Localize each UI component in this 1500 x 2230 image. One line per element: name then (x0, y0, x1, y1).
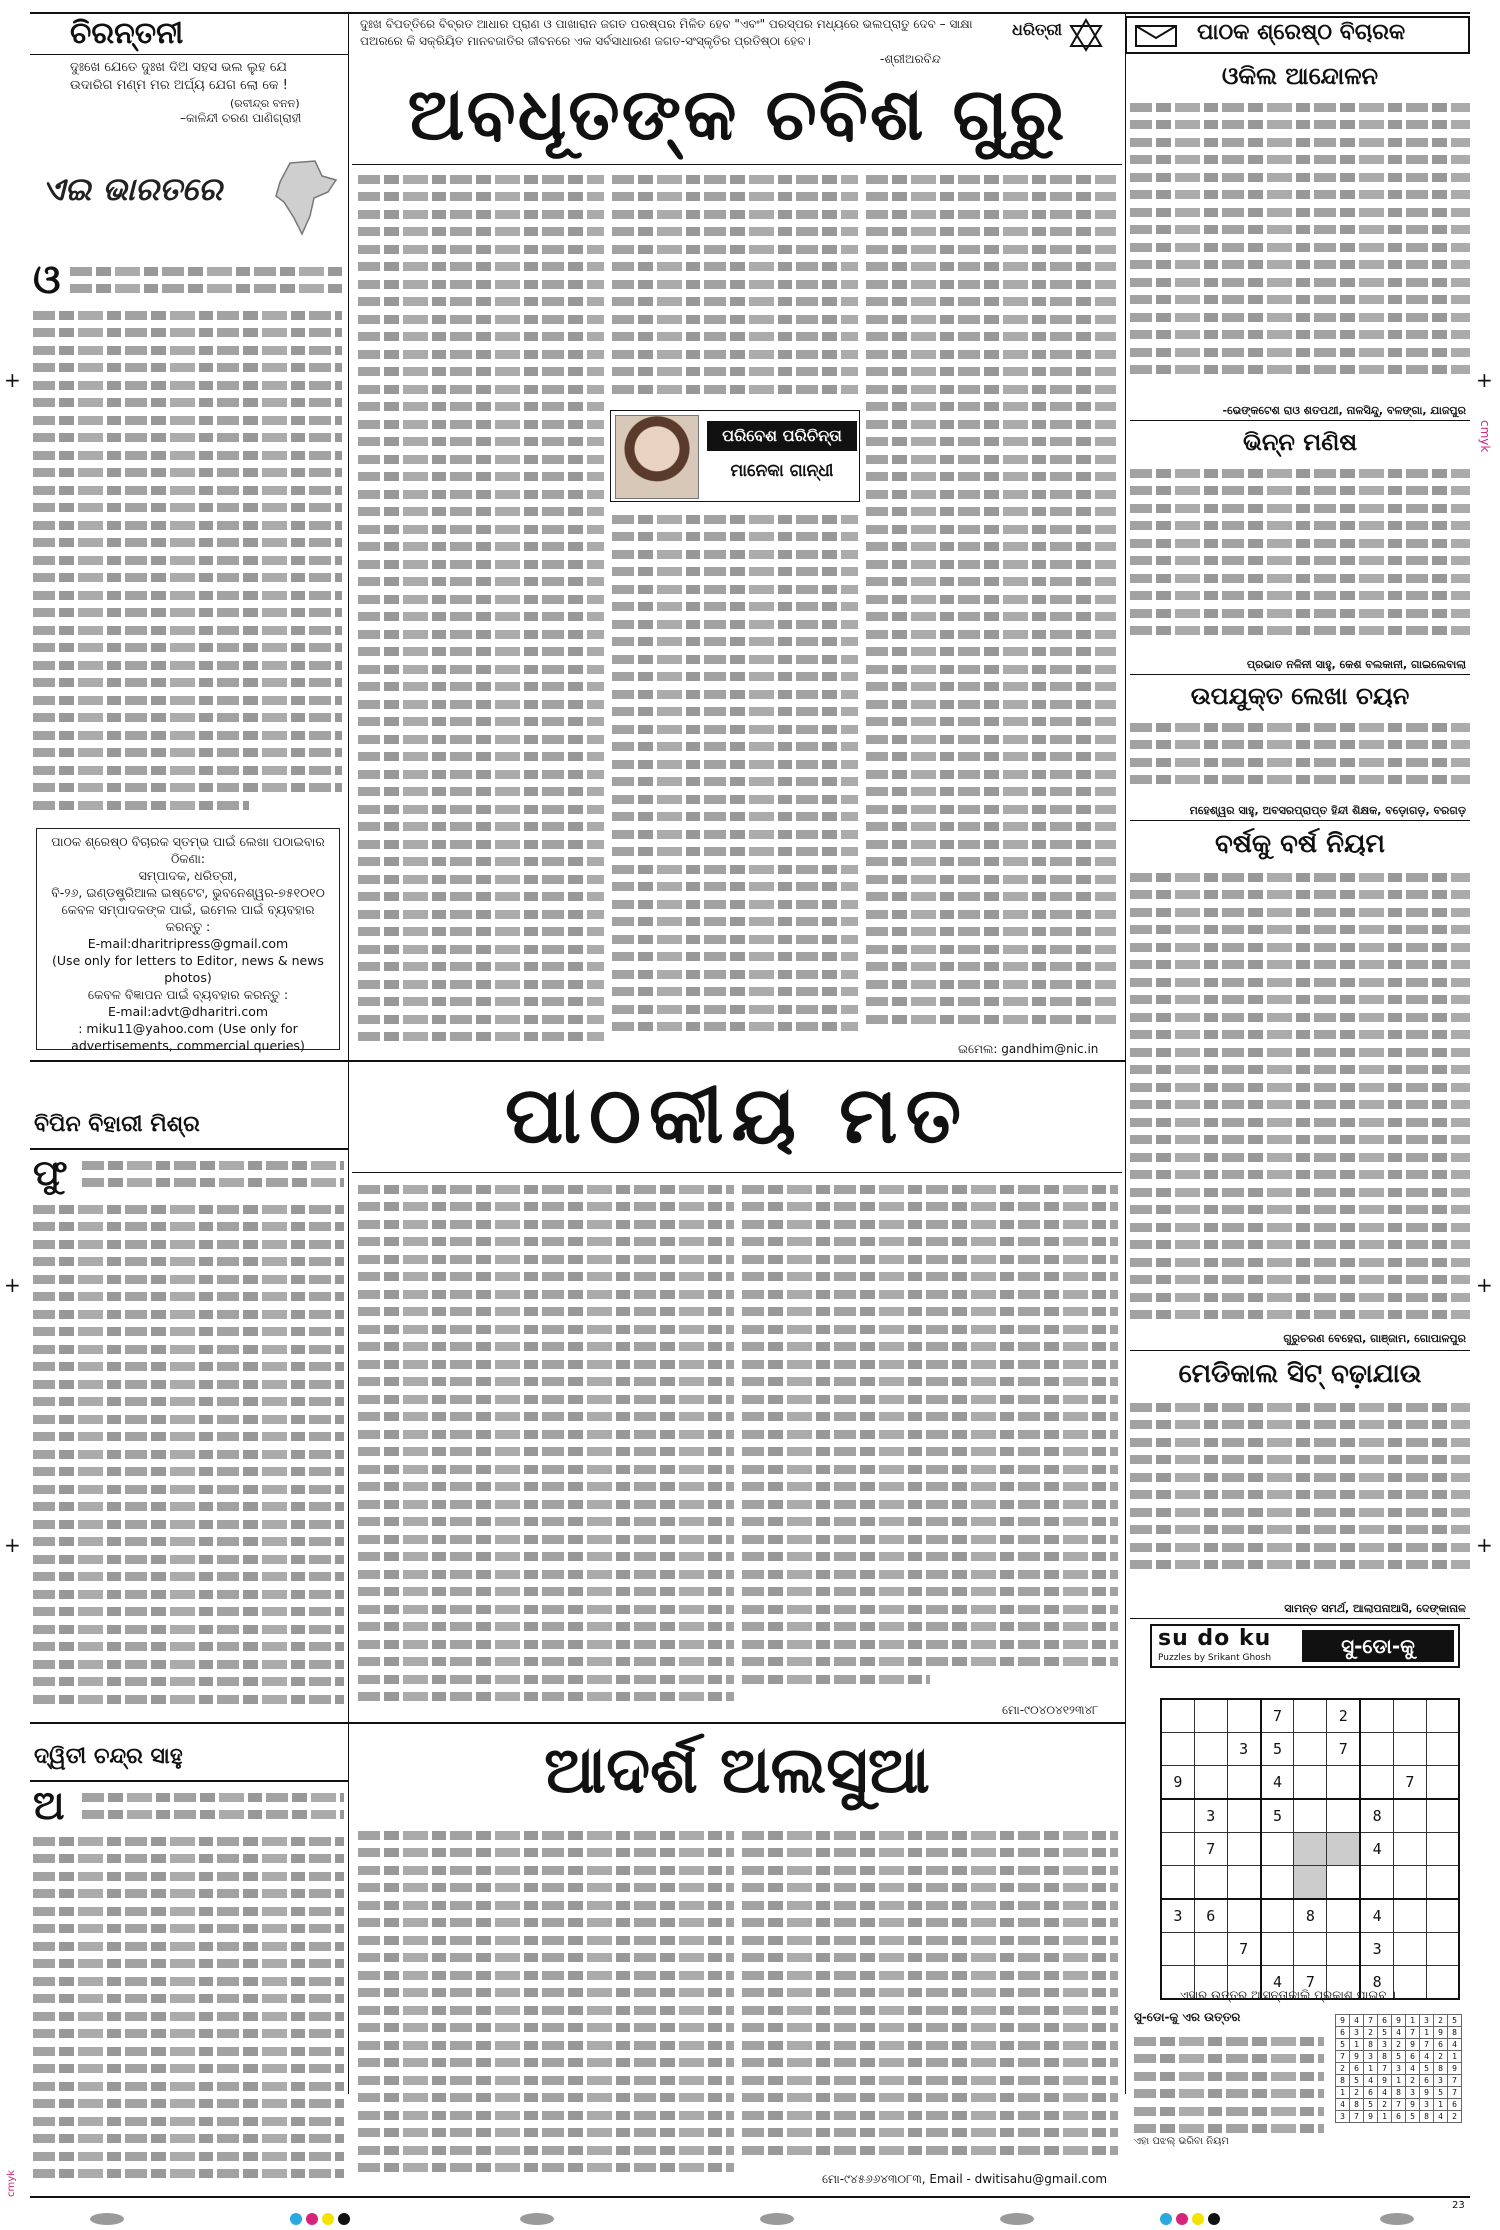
sudoku-cell[interactable] (1227, 1699, 1260, 1733)
sudoku-cell[interactable] (1426, 1933, 1459, 1966)
answer-cell: 4 (1392, 2027, 1406, 2039)
sudoku-cell[interactable]: 7 (1394, 1766, 1427, 1800)
answer-cell: 7 (1364, 2015, 1378, 2027)
registration-mark-2: + (1476, 368, 1493, 392)
sudoku-header (1150, 1624, 1460, 1668)
opinion-2-col-1 (82, 1784, 344, 1828)
answer-cell: 9 (1420, 2087, 1434, 2099)
answer-cell: 8 (1448, 2027, 1462, 2039)
answer-cell: 4 (1434, 2111, 1448, 2123)
answer-cell: 2 (1434, 2015, 1448, 2027)
letter-5-sign: ସାମନ୍ତ ସମର୍ଥ, ଆଲାପନାଆସି, ଦେଙ୍କାନାଳ (1284, 1602, 1466, 1615)
answer-cell: 3 (1350, 2027, 1364, 2039)
answer-cell: 5 (1406, 2111, 1420, 2123)
answer-cell: 6 (1406, 2051, 1420, 2063)
answer-cell: 9 (1364, 2111, 1378, 2123)
letters-box-line-1: ସମ୍ପାଦକ, ଧରିତ୍ରୀ, (138, 868, 238, 883)
sudoku-cell[interactable]: 7 (1327, 1733, 1360, 1766)
sudoku-cell[interactable] (1394, 1699, 1427, 1733)
right-cmyk-mark: cmyk (1478, 420, 1492, 453)
sudoku-cell[interactable]: 5 (1261, 1733, 1294, 1766)
answer-cell: 7 (1378, 2063, 1392, 2075)
sudoku-cell[interactable]: 7 (1227, 1933, 1260, 1966)
letter-1-title: ଓକିଲ ଆନ୍ଦୋଳନ (1221, 62, 1379, 90)
letter-4 (1130, 824, 1470, 1346)
sudoku-cell[interactable] (1327, 1899, 1360, 1933)
sudoku-cell[interactable] (1327, 1799, 1360, 1833)
answer-cell: 9 (1350, 2051, 1364, 2063)
sudoku-cell[interactable] (1294, 1933, 1327, 1966)
color-dot (322, 2213, 334, 2225)
answer-cell: 6 (1392, 2111, 1406, 2123)
letter-1 (1130, 58, 1470, 418)
sudoku-cell[interactable] (1360, 1733, 1393, 1766)
columnist-name: ମାନେକା ଗାନ୍ଧୀ (730, 461, 834, 481)
letter-2-title: ଭିନ୍ନ ମଣିଷ (1242, 428, 1358, 456)
letter-2-sign: ପ୍ରଭାତ ନଳିନୀ ସାହୁ, କେଶ ବଲକାନୀ, ଗାଇଲେବାଲା (1246, 658, 1466, 671)
color-dot (1176, 2213, 1188, 2225)
columnist-photo (615, 415, 699, 499)
footer-page-number: 23 (1452, 2200, 1465, 2211)
sudoku-cell[interactable] (1327, 1866, 1360, 1900)
center-quote-line-2: ପଅରରେ କି ସକ୍ରିୟିତ ମାନବଜାତିର ଜୀବନରେ ଏକ ସର୍ବସାଧାରଣ ଜଗତ-ସଂସ୍କୃତିର ପ୍ରତିଷ୍ଠା ହେବ। (360, 34, 811, 48)
lead-col-3 (866, 166, 1116, 1046)
letters-box-email-2[interactable]: E-mail:advt@dharitri.com (107, 1004, 269, 1019)
center-quote-line-1: ଦୁଃଖ ବିପତ୍ତିରେ ବିବ୍ରତ ଆଧାର ପ୍ରାଣ ଓ ପାଖାରାନ ଜଗତ ପରଷ୍ପର ମିଳିତ ହେବ "ଏବଂ" ପରସ୍ପର ମଧ୍ୟରେ ଭଲପ୍ରାତୁ ଦେବ – ସାକ୍ଷା (360, 17, 973, 31)
answer-cell: 7 (1406, 2027, 1420, 2039)
answer-cell: 3 (1336, 2111, 1350, 2123)
sudoku-cell[interactable] (1327, 1833, 1360, 1866)
answer-cell: 2 (1406, 2075, 1420, 2087)
opinion-dropcap-1: ଫୁ (33, 1153, 68, 1194)
answer-cell: 2 (1336, 2063, 1350, 2075)
opinion-1-contact: ମୋ-୯୦୪୦୪୧୨୩୪୮ (1002, 1703, 1099, 1717)
answer-cell: 5 (1378, 2027, 1392, 2039)
answer-cell: 7 (1448, 2075, 1462, 2087)
sudoku-cell[interactable] (1360, 1699, 1393, 1733)
e-bharatare-title: ଏଇ ଭାରତରେ (42, 170, 223, 208)
answer-cell: 5 (1336, 2039, 1350, 2051)
answer-cell: 1 (1378, 2111, 1392, 2123)
answer-cell: 4 (1364, 2075, 1378, 2087)
answer-cell: 7 (1350, 2111, 1364, 2123)
answer-cell: 6 (1448, 2099, 1462, 2111)
answer-cell: 7 (1336, 2051, 1350, 2063)
letter-2 (1130, 424, 1470, 672)
answer-cell: 9 (1406, 2099, 1420, 2111)
sudoku-cell[interactable] (1261, 1899, 1294, 1933)
lead-col-1 (358, 166, 604, 1046)
sudoku-cell[interactable]: 8 (1360, 1966, 1393, 2000)
sudoku-cell[interactable] (1161, 1866, 1194, 1900)
answer-cell: 9 (1406, 2039, 1420, 2051)
answer-cell: 9 (1336, 2015, 1350, 2027)
chirantani-quote-1: ଦୁଃଖେ ଯେତେ ଦୁଃଖ ଦିଅ ସହସ ଭଲ ଲୁହ ଯେ (70, 60, 287, 75)
letters-box-heading: ପାଠକ ଶ୍ରେଷ୍ଠ ବିଚାରକ ସ୍ତମ୍ଭ ପାଇଁ ଲେଖା ପଠାଇବାର ଠିକଣା: (51, 834, 325, 866)
opinion-author-2: ଦ୍ୱିତୀ ଚନ୍ଦ୍ର ସାହୁ (34, 1744, 183, 1769)
sudoku-cell[interactable] (1394, 1899, 1427, 1933)
sudoku-cell[interactable]: 4 (1360, 1833, 1393, 1866)
answer-cell: 3 (1434, 2075, 1448, 2087)
sudoku-caption: ଏହାର ଉତ୍ତର ଆସନ୍ତାକାଲି ପ୍ରକାଶ ପାଇବ । (1180, 1988, 1396, 2002)
gray-dot (1000, 2213, 1034, 2225)
india-map-icon (270, 158, 340, 238)
letters-box-email-3[interactable]: : miku11@yahoo.com (Use only for advertisements, commercial queries) (71, 1021, 305, 1053)
chirantani-author: –କାଳିନ୍ଦୀ ଚରଣ ପାଣିଗ୍ରାହୀ (180, 111, 302, 125)
color-dot (290, 2213, 302, 2225)
gray-dot (90, 2213, 124, 2225)
answer-cell: 8 (1378, 2051, 1392, 2063)
lead-col-2-bottom (612, 506, 858, 1046)
sudoku-answer-grid (1335, 2014, 1462, 2123)
gray-dot (760, 2213, 794, 2225)
sudoku-cell[interactable] (1360, 1866, 1393, 1900)
sudoku-cell[interactable] (1161, 1699, 1194, 1733)
answer-cell: 3 (1406, 2087, 1420, 2099)
answer-cell: 4 (1350, 2015, 1364, 2027)
answer-cell: 7 (1420, 2039, 1434, 2051)
letter-3-title: ଉପଯୁକ୍ତ ଲେଖା ଚୟନ (1190, 682, 1410, 710)
answer-cell: 1 (1448, 2051, 1462, 2063)
answer-cell: 8 (1392, 2087, 1406, 2099)
color-dot (306, 2213, 318, 2225)
logo-text: ଧରିତ୍ରୀ (1012, 20, 1062, 39)
answer-cell: 8 (1434, 2063, 1448, 2075)
columnist-label: ପରିବେଶ ପରିଚିନ୍ତା (707, 421, 857, 451)
sudoku-cell[interactable] (1327, 1766, 1360, 1800)
sudoku-cell[interactable] (1161, 1799, 1194, 1833)
letter-5-title: ମେଡିକାଲ ସିଟ୍ ବଢ଼ାଯାଉ (1178, 1359, 1422, 1389)
answer-cell: 8 (1420, 2111, 1434, 2123)
answer-cell: 1 (1336, 2087, 1350, 2099)
sudoku-cell[interactable]: 8 (1360, 1799, 1393, 1833)
sudoku-cell[interactable] (1194, 1733, 1227, 1766)
registration-mark-3: + (4, 1273, 21, 1297)
sudoku-cell[interactable]: 8 (1294, 1899, 1327, 1933)
sudoku-cell[interactable] (1227, 1866, 1260, 1900)
letter-5 (1130, 1354, 1470, 1616)
article-2-headline: ଆଦର୍ଶ ଅଲସୁଆ (544, 1734, 930, 1808)
opinion-1-col-1b (33, 1196, 344, 1716)
sudoku-answer-block (1130, 2008, 1470, 2158)
answer-cell: 6 (1350, 2063, 1364, 2075)
answer-cell: 8 (1364, 2039, 1378, 2051)
answer-cell: 4 (1378, 2087, 1392, 2099)
e-bharatare-header (30, 128, 348, 258)
sudoku-cell[interactable] (1327, 1933, 1360, 1966)
letters-box-line-2: ବି-୨୬, ଇଣ୍ଡଷ୍ଟ୍ରିଆଲ ଇଷ୍ଟେଟ, ଭୁବନେଶ୍ୱର-୭୫୧୦୧୦ (51, 885, 325, 900)
sudoku-cell[interactable] (1261, 1833, 1294, 1866)
sudoku-cell[interactable] (1426, 1899, 1459, 1933)
sudoku-table[interactable] (1160, 1698, 1460, 2000)
sudoku-cell[interactable] (1294, 1833, 1327, 1866)
sudoku-cell[interactable] (1194, 1933, 1227, 1966)
color-dot (338, 2213, 350, 2225)
sudoku-answer-label: ସୁ-ଡୋ-କୁ ଏର ଉତ୍ତର (1134, 2010, 1241, 2024)
sudoku-cell[interactable] (1394, 1933, 1427, 1966)
answer-cell: 1 (1364, 2063, 1378, 2075)
sudoku-cell[interactable] (1426, 1966, 1459, 2000)
center-quote (360, 16, 973, 66)
opinion-2-contact: ମୋ-୯୪୫୬୬୪୩୦୮୩, Email - dwitisahu@gmail.com (822, 2172, 1108, 2186)
sudoku-cell[interactable] (1294, 1733, 1327, 1766)
lead-contact[interactable]: ଇମେଲ: gandhim@nic.in (958, 1042, 1099, 1056)
answer-cell: 6 (1364, 2087, 1378, 2099)
answer-cell: 5 (1392, 2051, 1406, 2063)
answer-cell: 8 (1336, 2075, 1350, 2087)
answer-cell: 2 (1378, 2099, 1392, 2111)
opinion-dropcap-2: ଅ (33, 1783, 65, 1829)
e-bharatare-body-2 (33, 302, 342, 822)
sudoku-cell[interactable]: 5 (1261, 1799, 1294, 1833)
envelope-icon (1135, 25, 1177, 51)
opinion-1-col-1 (82, 1152, 344, 1196)
answer-cell: 3 (1378, 2039, 1392, 2051)
answer-cell: 2 (1350, 2087, 1364, 2099)
letters-box-line-3: କେବଳ ସମ୍ପାଦକଙ୍କ ପାଇଁ, ଇମେଲ ପାଇଁ ବ୍ୟବହାର କରନ୍ତୁ : (61, 902, 315, 934)
opinion-2-col-2 (358, 1822, 734, 2188)
answer-cell: 6 (1336, 2027, 1350, 2039)
answer-cell: 3 (1392, 2063, 1406, 2075)
letters-box-ads-label: କେବଳ ବିଜ୍ଞାପନ ପାଇଁ ବ୍ୟବହାର କରନ୍ତୁ : (87, 987, 289, 1002)
sudoku-cell[interactable] (1394, 1799, 1427, 1833)
sudoku-cell[interactable] (1360, 1766, 1393, 1800)
answer-cell: 3 (1364, 2051, 1378, 2063)
answer-cell: 4 (1420, 2051, 1434, 2063)
sudoku-brand: su do ku (1158, 1626, 1272, 1651)
sudoku-cell[interactable] (1194, 1699, 1227, 1733)
sudoku-cell[interactable] (1294, 1699, 1327, 1733)
registration-mark-4: + (1476, 1273, 1493, 1297)
answer-cell: 1 (1434, 2099, 1448, 2111)
sudoku-cell[interactable] (1227, 1766, 1260, 1800)
sudoku-grid[interactable] (1160, 1698, 1460, 1991)
chirantani-box (30, 14, 348, 126)
answer-cell: 5 (1434, 2087, 1448, 2099)
sudoku-cell[interactable]: 3 (1360, 1933, 1393, 1966)
sudoku-cell[interactable] (1194, 1766, 1227, 1800)
sudoku-byline: Puzzles by Srikant Ghosh (1158, 1653, 1272, 1663)
sudoku-cell[interactable] (1426, 1699, 1459, 1733)
answer-cell: 3 (1420, 2099, 1434, 2111)
center-quote-author: -ଶ୍ରୀଅରବିନ୍ଦ (880, 52, 941, 66)
sudoku-cell[interactable]: 4 (1360, 1899, 1393, 1933)
answer-cell: 8 (1350, 2099, 1364, 2111)
sudoku-cell[interactable] (1161, 1733, 1194, 1766)
sudoku-cell[interactable] (1227, 1833, 1260, 1866)
sudoku-cell[interactable] (1426, 1799, 1459, 1833)
right-banner-title: ପାଠକ ଶ୍ରେଷ୍ଠ ବିଚାରକ (1197, 20, 1406, 45)
sudoku-cell[interactable]: 6 (1194, 1899, 1227, 1933)
answer-cell: 1 (1350, 2039, 1364, 2051)
opinion-author-1: ବିପିନ ବିହାରୀ ମିଶ୍ର (34, 1112, 200, 1137)
answer-cell: 4 (1336, 2099, 1350, 2111)
answer-cell: 7 (1448, 2087, 1462, 2099)
registration-mark-5: + (4, 1533, 21, 1557)
answer-cell: 6 (1378, 2015, 1392, 2027)
answer-cell: 9 (1392, 2015, 1406, 2027)
answer-cell: 2 (1434, 2051, 1448, 2063)
answer-cell: 1 (1392, 2075, 1406, 2087)
color-dot (1192, 2213, 1204, 2225)
answer-cell: 5 (1350, 2075, 1364, 2087)
sudoku-cell[interactable] (1161, 1833, 1194, 1866)
sudoku-cell[interactable] (1426, 1866, 1459, 1900)
color-dot (1208, 2213, 1220, 2225)
answer-cell: 3 (1420, 2015, 1434, 2027)
sudoku-cell[interactable]: 3 (1161, 1899, 1194, 1933)
sudoku-cell[interactable]: 7 (1261, 1699, 1294, 1733)
sudoku-cell[interactable] (1426, 1766, 1459, 1800)
sudoku-cell[interactable]: 4 (1261, 1966, 1294, 2000)
answer-cell: 6 (1434, 2039, 1448, 2051)
opinion-1-col-3 (742, 1176, 1118, 1706)
columnist-box (610, 410, 860, 502)
sudoku-cell[interactable]: 3 (1194, 1799, 1227, 1833)
letters-box-email-1[interactable]: E-mail:dharitripress@gmail.com (87, 936, 289, 951)
letter-4-sign: ଗୁରୁଚରଣ ବେହେରା, ଗାଞ୍ଜାମ, ଗୋପାଳପୁର (1283, 1332, 1466, 1345)
chirantani-credit: (ରବୀନ୍ଦ୍ର ବନନ) (230, 97, 300, 110)
answer-cell: 2 (1364, 2027, 1378, 2039)
answer-cell: 1 (1420, 2027, 1434, 2039)
sudoku-cell[interactable] (1261, 1933, 1294, 1966)
letters-box-email-1-note: (Use only for letters to Editor, news & news photos) (52, 953, 324, 985)
right-banner (1125, 16, 1470, 54)
letters-address-box (36, 828, 340, 1053)
sudoku-cell[interactable] (1194, 1866, 1227, 1900)
opinion-headline: ପାଠକୀୟ ମତ (504, 1071, 970, 1161)
footer-cmyk-mark: cmyk (6, 2170, 17, 2197)
opinion-1-col-2 (358, 1176, 734, 1716)
answer-cell: 5 (1420, 2063, 1434, 2075)
sudoku-cell[interactable] (1227, 1799, 1260, 1833)
sudoku-cell[interactable]: 9 (1161, 1766, 1194, 1800)
registration-mark-6: + (1476, 1533, 1493, 1557)
gray-dot (1380, 2213, 1414, 2225)
answer-cell: 5 (1448, 2015, 1462, 2027)
lead-headline: ଅବଧୂତଙ୍କ ଚବିଶ ଗୁରୁ (407, 72, 1067, 156)
sudoku-cell[interactable] (1426, 1833, 1459, 1866)
sudoku-cell[interactable] (1261, 1866, 1294, 1900)
answer-cell: 6 (1420, 2075, 1434, 2087)
sudoku-cell[interactable] (1394, 1833, 1427, 1866)
e-bharatare-dropcap: ଓ (33, 257, 61, 303)
opinion-2-col-1b (33, 1828, 344, 2188)
answer-cell: 9 (1448, 2063, 1462, 2075)
sudoku-cell[interactable]: 7 (1194, 1833, 1227, 1866)
sudoku-cell[interactable]: 2 (1327, 1699, 1360, 1733)
chirantani-title: ଚିରନ୍ତନୀ (70, 16, 184, 51)
sudoku-cell[interactable] (1294, 1766, 1327, 1800)
sudoku-cell[interactable] (1426, 1733, 1459, 1766)
gray-dot (520, 2213, 554, 2225)
answer-cell: 9 (1434, 2027, 1448, 2039)
opinion-2-col-3 (742, 1822, 1118, 2172)
sudoku-cell[interactable]: 7 (1294, 1966, 1327, 2000)
registration-mark-1: + (4, 368, 21, 392)
letter-4-title: ବର୍ଷକୁ ବର୍ଷ ନିୟମ (1215, 829, 1385, 859)
letter-3 (1130, 678, 1470, 818)
sudoku-cell[interactable] (1394, 1733, 1427, 1766)
sudoku-cell[interactable] (1394, 1866, 1427, 1900)
color-dot (1160, 2213, 1172, 2225)
answer-cell: 2 (1448, 2111, 1462, 2123)
logo-star-icon (1068, 18, 1104, 52)
answer-cell: 4 (1448, 2039, 1462, 2051)
sudoku-cell[interactable]: 3 (1227, 1733, 1260, 1766)
sudoku-cell[interactable] (1161, 1933, 1194, 1966)
answer-cell: 9 (1378, 2075, 1392, 2087)
answer-cell: 2 (1392, 2039, 1406, 2051)
answer-cell: 5 (1364, 2099, 1378, 2111)
e-bharatare-body (70, 258, 342, 302)
sudoku-cell[interactable] (1294, 1799, 1327, 1833)
chirantani-quote-2: ଉଦାରିଗ ମଣ୍ମ ମର ଅର୍ଘ୍ୟ ଯେଗ ଲୋ କେ ! (70, 78, 288, 93)
letter-1-sign: -ଭେଙ୍କଟେଶ ରାଓ ଶତପଥୀ, ନାଳସିନ୍ଦୁ, ବଳଙ୍ଗା, ଯାଜପୁର (1222, 404, 1466, 417)
lead-col-2-top (612, 166, 858, 406)
answer-cell: 1 (1406, 2015, 1420, 2027)
sudoku-cell[interactable] (1227, 1899, 1260, 1933)
sudoku-rule-1: ଏହା ପଝଲ୍ ଭରିବା ନିୟମ (1134, 2136, 1229, 2147)
answer-cell: 4 (1406, 2063, 1420, 2075)
sudoku-odia-title: ସୁ-ଡୋ-କୁ (1302, 1630, 1454, 1662)
sudoku-cell[interactable] (1294, 1866, 1327, 1900)
sudoku-cell[interactable] (1394, 1966, 1427, 2000)
answer-cell: 7 (1392, 2099, 1406, 2111)
sudoku-cell[interactable]: 4 (1261, 1766, 1294, 1800)
letter-3-sign: ମହେଶ୍ୱର ସାହୁ, ଅବସରପ୍ରାପ୍ତ ହିନ୍ଦୀ ଶିକ୍ଷକ, ବଡ଼ୋଗଡ଼, ବରଗଡ଼ (1189, 804, 1466, 817)
